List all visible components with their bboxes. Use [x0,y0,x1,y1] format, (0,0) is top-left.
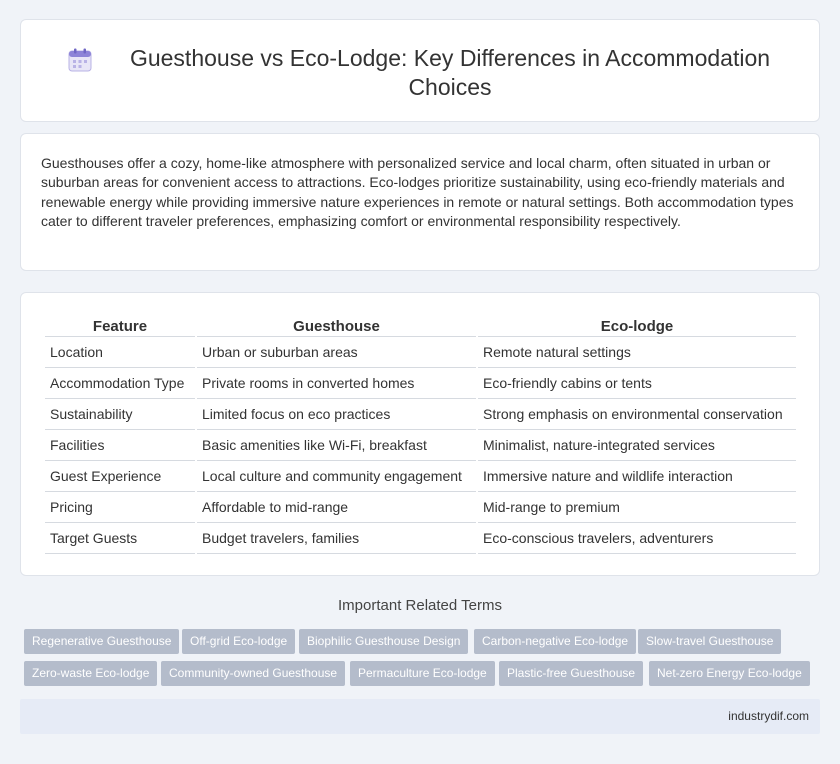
cell-guesthouse: Private rooms in converted homes [197,368,476,399]
table-header-row [45,315,796,337]
header-eco-lodge: Eco-lodge [478,315,796,337]
table-row [45,399,796,430]
cell-feature: Sustainability [45,399,195,430]
related-tag[interactable]: Permaculture Eco-lodge [350,661,495,686]
footer-site-link[interactable]: industrydif.com [728,709,809,723]
related-tag[interactable]: Plastic-free Guesthouse [499,661,643,686]
table-row [45,461,796,492]
header-guesthouse: Guesthouse [197,315,476,337]
table-row [45,492,796,523]
cell-feature: Accommodation Type [45,368,195,399]
cell-eco-lodge: Eco-friendly cabins or tents [478,368,796,399]
cell-guesthouse: Local culture and community engagement [197,461,476,492]
cell-guesthouse: Basic amenities like Wi-Fi, breakfast [197,430,476,461]
table-row [45,337,796,368]
cell-eco-lodge: Immersive nature and wildlife interaction [478,461,796,492]
table-row [45,430,796,461]
related-tag[interactable]: Slow-travel Guesthouse [638,629,781,654]
cell-feature: Target Guests [45,523,195,554]
cell-eco-lodge: Eco-conscious travelers, adventurers [478,523,796,554]
page-title: Guesthouse vs Eco-Lodge: Key Differences in Accommodation Choices [129,45,771,100]
cell-feature: Pricing [45,492,195,523]
cell-guesthouse: Affordable to mid-range [197,492,476,523]
comparison-table-card [20,292,820,576]
related-tag[interactable]: Net-zero Energy Eco-lodge [649,661,810,686]
related-tag[interactable]: Community-owned Guesthouse [161,661,345,686]
related-tag[interactable]: Biophilic Guesthouse Design [299,629,468,654]
intro-card [20,133,820,271]
comparison-table [43,315,798,554]
cell-guesthouse: Limited focus on eco practices [197,399,476,430]
cell-feature: Location [45,337,195,368]
cell-eco-lodge: Strong emphasis on environmental conservation [478,399,796,430]
cell-eco-lodge: Remote natural settings [478,337,796,368]
related-tag[interactable]: Off-grid Eco-lodge [182,629,295,654]
cell-eco-lodge: Mid-range to premium [478,492,796,523]
title-card [20,19,820,122]
footer [20,699,820,734]
related-tag[interactable]: Regenerative Guesthouse [24,629,179,654]
cell-feature: Facilities [45,430,195,461]
intro-paragraph: Guesthouses offer a cozy, home-like atmosphere with personalized service and local charm, often situated in urban or suburban areas for convenient access to attractions. Eco-lodges prioritize sustainability, using eco-friendly materials and renewable energy while providing immersive nature experiences in remote or natural settings. Both accommodation types cater to different traveler preferences, emphasizing comfort or environmental responsibility respectively. [41,155,794,229]
table-row [45,523,796,554]
table-row [45,368,796,399]
related-tag[interactable]: Zero-waste Eco-lodge [24,661,157,686]
related-tag[interactable]: Carbon-negative Eco-lodge [474,629,636,654]
related-terms-heading: Important Related Terms [338,597,502,614]
cell-eco-lodge: Minimalist, nature-integrated services [478,430,796,461]
header-feature: Feature [45,315,195,337]
cell-feature: Guest Experience [45,461,195,492]
cell-guesthouse: Urban or suburban areas [197,337,476,368]
cell-guesthouse: Budget travelers, families [197,523,476,554]
